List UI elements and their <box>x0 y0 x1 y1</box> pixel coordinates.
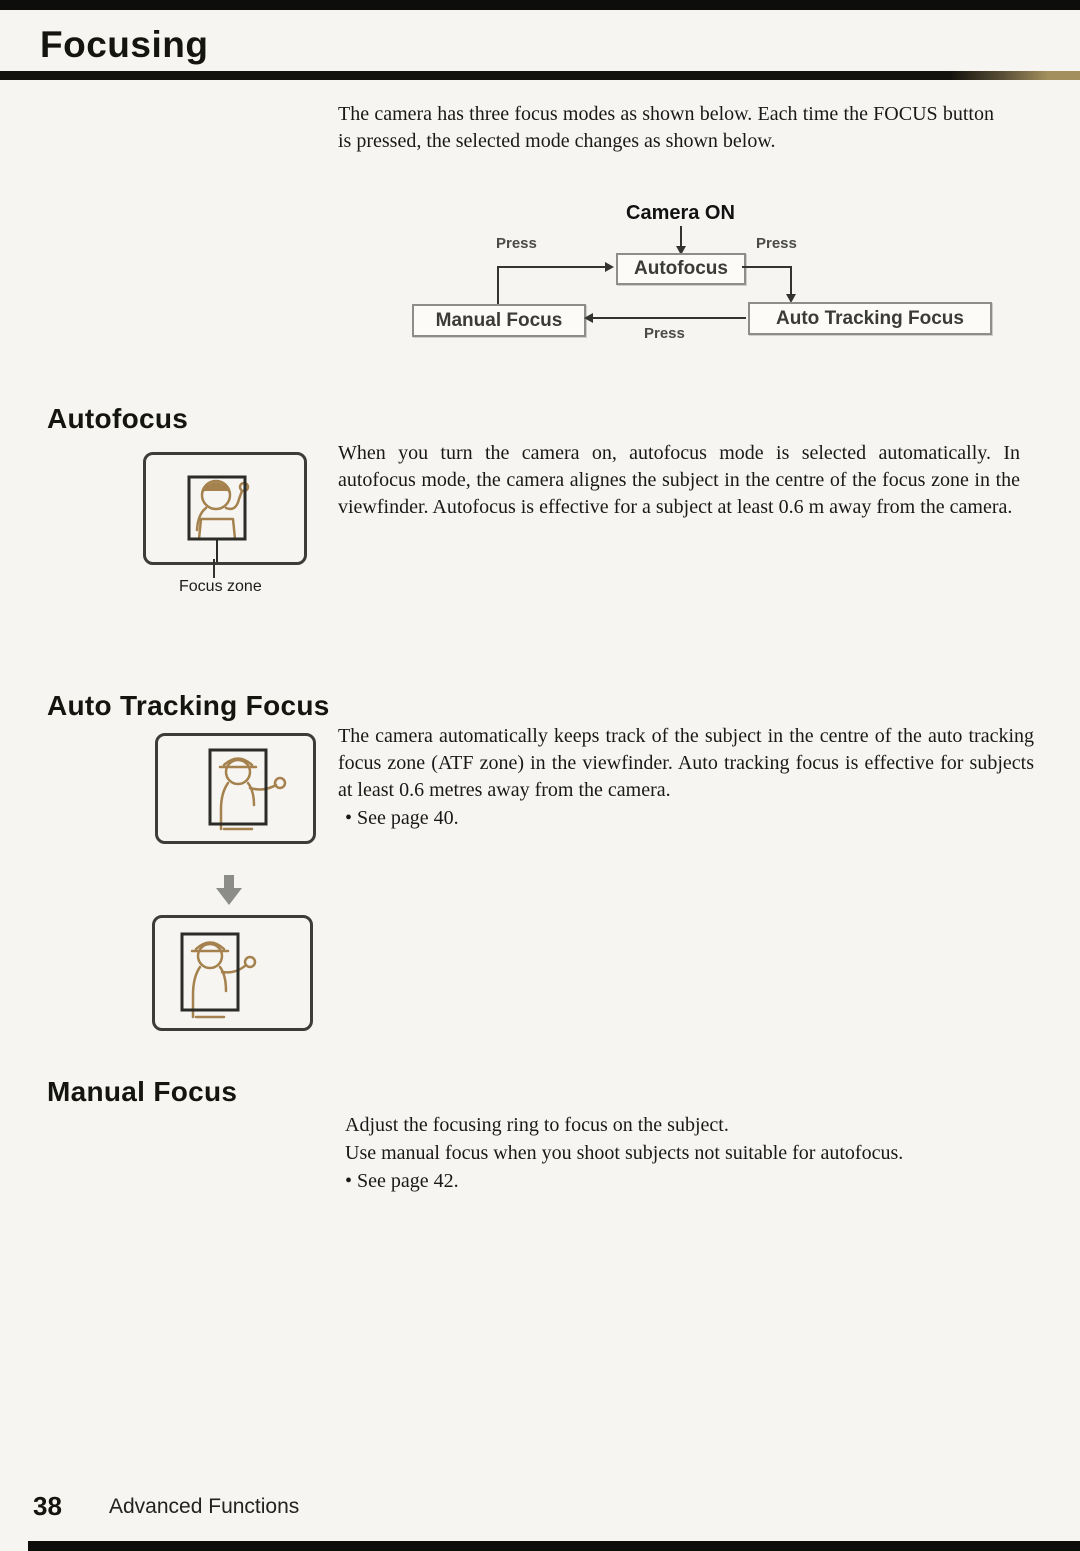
intro-paragraph: The camera has three focus modes as shown below. Each time the FOCUS button is pressed, the selected mode changes as shown below. <box>338 103 994 152</box>
auto-tracking-see-page: • See page 40. <box>345 807 459 829</box>
atf-illustration-after <box>152 915 313 1031</box>
manual-focus-line2: Use manual focus when you shoot subjects not suitable for autofocus. <box>345 1142 904 1164</box>
manual-focus-see-page: • See page 42. <box>345 1170 459 1192</box>
arrow-right-icon <box>605 262 614 272</box>
diagram-line <box>742 266 792 268</box>
atf-figure-before-icon <box>158 736 313 841</box>
auto-tracking-paragraph: The camera automatically keeps track of the subject in the centre of the auto tracking focus zone (ATF zone) in the viewfinder. Auto tracking focus is effective for subjects at least 0.6 metres away from the camera. <box>338 725 1034 801</box>
focus-zone-caption: Focus zone <box>179 578 262 595</box>
autofocus-paragraph: When you turn the camera on, autofocus mode is selected automatically. In autofocus mode, the camera alignes the subject in the centre of the focus zone in the viewfinder. Autofocus is effective for a subject at least 0.6 m away from the camera. <box>338 442 1020 518</box>
diagram-auto-tracking-box: Auto Tracking Focus <box>748 302 992 335</box>
diagram-line <box>680 226 682 247</box>
press-label-bottom: Press <box>644 325 685 342</box>
diagram-autofocus-box: Autofocus <box>616 253 746 285</box>
page-number: 38 <box>33 1491 62 1521</box>
page-title: Focusing <box>40 24 209 65</box>
press-label-top-left: Press <box>496 235 537 252</box>
diagram-line <box>790 266 792 296</box>
atf-illustration-before <box>155 733 316 844</box>
focus-zone-figure-icon <box>146 455 304 562</box>
diagram-camera-on-label: Camera ON <box>626 202 735 224</box>
autofocus-heading: Autofocus <box>47 403 189 434</box>
diagram-line <box>497 266 499 306</box>
diagram-line <box>592 317 746 319</box>
bottom-edge-bar <box>28 1541 1080 1551</box>
transition-arrow-icon <box>216 875 242 910</box>
atf-figure-after-icon <box>155 918 310 1028</box>
title-rule <box>0 71 1080 80</box>
diagram-manual-focus-box: Manual Focus <box>412 304 586 337</box>
manual-focus-heading: Manual Focus <box>47 1076 238 1107</box>
focus-zone-pointer-line <box>213 559 215 578</box>
top-edge-bar <box>0 0 1080 10</box>
footer-section-label: Advanced Functions <box>109 1495 300 1518</box>
auto-tracking-heading: Auto Tracking Focus <box>47 690 330 721</box>
manual-focus-line1: Adjust the focusing ring to focus on the subject. <box>345 1114 729 1136</box>
arrow-left-icon <box>584 313 593 323</box>
press-label-top-right: Press <box>756 235 797 252</box>
autofocus-illustration <box>143 452 307 565</box>
diagram-line <box>497 266 607 268</box>
